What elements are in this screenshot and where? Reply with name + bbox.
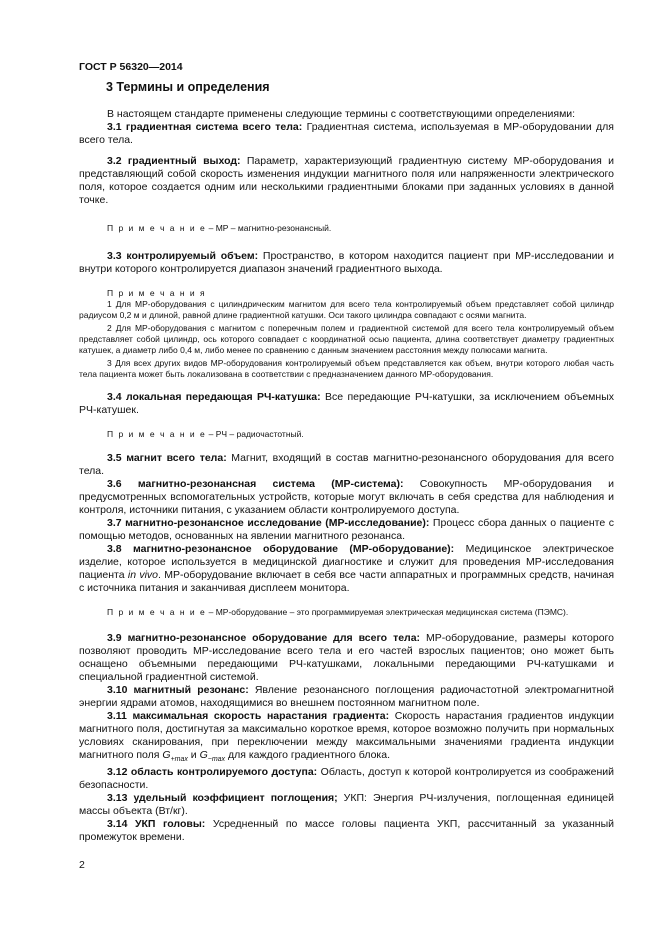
term-3-12-name: 3.12 область контролируемого доступа: (107, 766, 318, 779)
term-3-4-definition: Все передающие РЧ-катушки, за исключением объемных РЧ-катушек. (79, 391, 614, 416)
term-3-8-definition-b: . МР-оборудование включает в себя все части аппаратных и программных средств, начиная с источника питания и заканчивая дисплеем монитора. (79, 569, 615, 594)
term-3-1 (79, 121, 614, 147)
note-label: П р и м е ч а н и е (107, 429, 207, 439)
term-3-11-name: 3.11 максимальная скорость нарастания градиента: (107, 710, 390, 722)
term-3-14-name: 3.14 УКП головы: (107, 818, 206, 831)
term-3-9 (79, 632, 614, 684)
term-3-7-definition: Процесс сбора данных о пациенте с помощью методов, основанных на явлении магнитного резонанса. (79, 517, 614, 542)
term-3-8-name: 3.8 магнитно-резонансное оборудование (МР-оборудование): (107, 543, 455, 555)
term-3-6-name: 3.6 магнитно-резонансная система (МР-система): (107, 478, 404, 490)
term-3-9-name: 3.9 магнитно-резонансное оборудование для всего тела: (107, 632, 421, 644)
term-3-3-name: 3.3 контролируемый объем: (107, 250, 259, 262)
note-text: – МР – магнитно-резонансный. (206, 223, 332, 233)
term-3-5-definition: Магнит, входящий в состав магнитно-резонансного оборудования для всего тела. (79, 452, 614, 477)
note-label: П р и м е ч а н и е (107, 607, 207, 617)
term-3-9-definition: МР-оборудование, размеры которого позволяют проводить МР-исследование всего тела и его частей взрослых пациентов; оно может быть оснащено объемными передающими РЧ-катушками, локальными передающими РЧ-катушками и специальной градиентной системой. (79, 632, 614, 683)
term-3-13-definition: УКП: Энергия РЧ-излучения, поглощенная единицей массы объекта (Вт/кг). (79, 792, 614, 818)
g-symbol: G (162, 749, 171, 761)
term-3-8-in-vivo: in vivo (127, 569, 159, 581)
term-3-2-name: 3.2 градиентный выход: (107, 155, 241, 167)
note-3-3-item-2: 2 Для МР-оборудования с магнитом с поперечным полем и градиентной системой для всего тела контролируемый объем представляет собой цилиндр, ось которого совпадает с координатной осью пациента, длина соответствует диаметру градиентных катушек, а диаметр либо 0,4 м, либо менее по сравнению с данным значением расстояния между полюсами магнита. (79, 323, 614, 355)
intro-paragraph: В настоящем стандарте применены следующие термины с соответствующими определениями: (107, 108, 576, 120)
note-text: – МР-оборудование – это программируемая электрическая медицинская система (ПЭМС). (206, 607, 569, 617)
term-3-7-name: 3.7 магнитно-резонансное исследование (МР-исследование): (107, 517, 430, 529)
term-3-3-definition: Пространство, в котором находится пациент при МР-исследовании и внутри которого контролируется диапазон значений градиентного выхода. (79, 250, 615, 275)
term-3-10 (79, 684, 614, 710)
standard-header: ГОСТ Р 56320—2014 (79, 61, 183, 73)
note-3-3-item-1: 1 Для МР-оборудования с цилиндрическим магнитом для всего тела контролируемый объем представляет собой цилиндр радиусом 0,2 м и длиной, равной длине градиентной катушки. Оси такого цилиндра совпадают с осями магнита. (79, 299, 614, 320)
term-3-10-definition: Явление резонансного поглощения радиочастотной электромагнитной энергии ядрами атомов, находящимися во внешнем постоянном магнитном поле. (79, 684, 614, 709)
note-3-2 (79, 223, 614, 234)
g-minus-max-subscript: −max (207, 756, 226, 764)
notes-label: П р и м е ч а н и я (107, 288, 207, 298)
term-3-11-definition-b: для каждого градиентного блока. (225, 749, 390, 761)
page-number: 2 (79, 859, 85, 871)
term-3-1-name: 3.1 градиентная система всего тела: (107, 121, 303, 133)
and-word: и (187, 749, 200, 761)
term-3-2 (79, 155, 614, 207)
term-3-11 (79, 710, 614, 766)
term-3-4-name: 3.4 локальная передающая РЧ-катушка: (107, 391, 321, 403)
term-3-2-definition: Параметр, характеризующий градиентную систему МР-оборудования и представляющий собой скорость изменения индукции магнитного поля или напряженности электрического поля, которое создается одним или несколькими градиентными блоками при заданных условиях в данной точке. (79, 155, 614, 206)
term-3-7 (79, 517, 614, 543)
g-plus-max-subscript: +max (170, 756, 188, 764)
term-3-12 (79, 766, 614, 792)
term-3-5-name: 3.5 магнит всего тела: (107, 452, 227, 464)
note-3-3-item-3: 3 Для всех других видов МР-оборудования контролируемый объем представляется как объем, внутри которого любая часть тела пациента может быть локализована в соответствии с предназначением данного МР-оборудования. (79, 358, 614, 379)
term-3-10-name: 3.10 магнитный резонанс: (107, 684, 249, 696)
document-body (79, 108, 614, 844)
term-3-8-definition-a: Медицинское электрическое изделие, которое используется в медицинской диагностике и служит для проведения МР-исследования пациента (79, 543, 615, 581)
term-3-5 (79, 452, 614, 478)
note-3-4 (79, 429, 614, 440)
term-3-8 (79, 543, 614, 595)
g-plus-max (162, 749, 188, 764)
note-text: – РЧ – радиочастотный. (206, 429, 304, 439)
g-minus-max (199, 749, 226, 764)
term-3-11-definition-a: Скорость нарастания градиентов индукции магнитного поля, достигнутая за максимально короткое время, которое возможно получить при нормальных условиях сканирования, при переключении между максимальными значениями градиента индукции магнитного поля (79, 710, 615, 761)
term-3-6-definition: Совокупность МР-оборудования и предусмотренных вспомогательных устройств, которые могут включать в себя средства для наблюдения и контроля, источники питания, с указанием области контролируемого доступа. (79, 478, 614, 516)
term-3-6 (79, 478, 614, 517)
note-label: П р и м е ч а н и е (107, 223, 207, 233)
term-3-3 (79, 250, 614, 276)
note-3-8 (79, 607, 614, 618)
term-3-14 (79, 818, 614, 844)
term-3-13 (79, 792, 614, 818)
term-3-12-definition: Область, доступ к которой контролируется из соображений безопасности. (79, 766, 614, 792)
term-3-13-name: 3.13 удельный коэффициент поглощения; (107, 792, 338, 805)
term-3-1-definition: Градиентная система, используемая в МР-оборудовании для всего тела. (79, 121, 614, 146)
term-3-14-definition: Усредненный по массе головы пациента УКП, рассчитанный за указанный промежуток времени. (79, 818, 614, 844)
notes-3-3-label (79, 288, 614, 299)
section-title: 3 Термины и определения (106, 80, 270, 94)
g-symbol: G (199, 749, 208, 761)
term-3-4 (79, 391, 614, 417)
